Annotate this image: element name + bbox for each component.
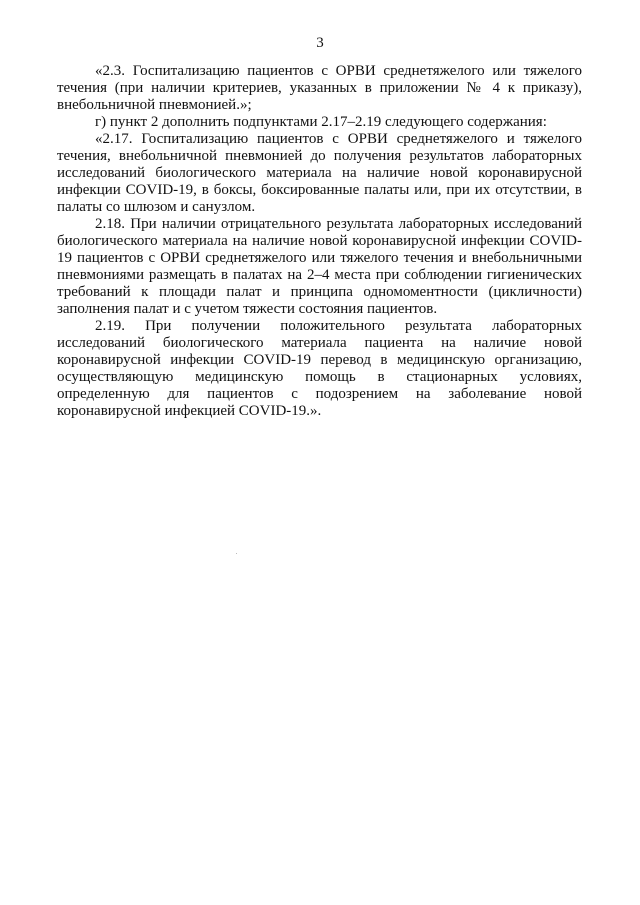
page-number: 3	[316, 35, 324, 51]
paragraph-2-19: 2.19. При получении положительного результата лабораторных исследований биологического материала пациента на наличие новой коронавирусной инфекции COVID-19 перевод в медицинскую организацию, осуществляющую медицинскую помощь в стационарных условиях, определенную для пациентов с подозрением на заболевание новой коронавирусной инфекцией COVID-19.».	[57, 318, 582, 419]
paragraph-2-17: «2.17. Госпитализацию пациентов с ОРВИ среднетяжелого и тяжелого течения, внебольничной пневмонией до получения результатов лабораторных исследований биологического материала на наличие новой коронавирусной инфекции COVID-19, в боксы, боксированные палаты или, при их отсутствии, в палаты со шлюзом и санузлом.	[57, 131, 582, 215]
paragraph-item-g: г) пункт 2 дополнить подпунктами 2.17–2.19 следующего содержания:	[95, 114, 547, 130]
document-body	[57, 63, 582, 420]
paragraph-2-3: «2.3. Госпитализацию пациентов с ОРВИ среднетяжелого или тяжелого течения (при наличии критериев, указанных в приложении № 4 к приказу), внебольничной пневмонией.»;	[57, 63, 582, 113]
paragraph-2-18: 2.18. При наличии отрицательного результата лабораторных исследований биологического материала на наличие новой коронавирусной инфекции COVID-19 пациентов с ОРВИ среднетяжелого или тяжелого течения и внебольничными пневмониями размещать в палатах на 2–4 места при соблюдении гигиенических требований к площади палат и принципа одномоментности (цикличности) заполнения палат и с учетом тяжести состояния пациентов.	[57, 216, 582, 317]
scan-speck	[236, 553, 237, 554]
